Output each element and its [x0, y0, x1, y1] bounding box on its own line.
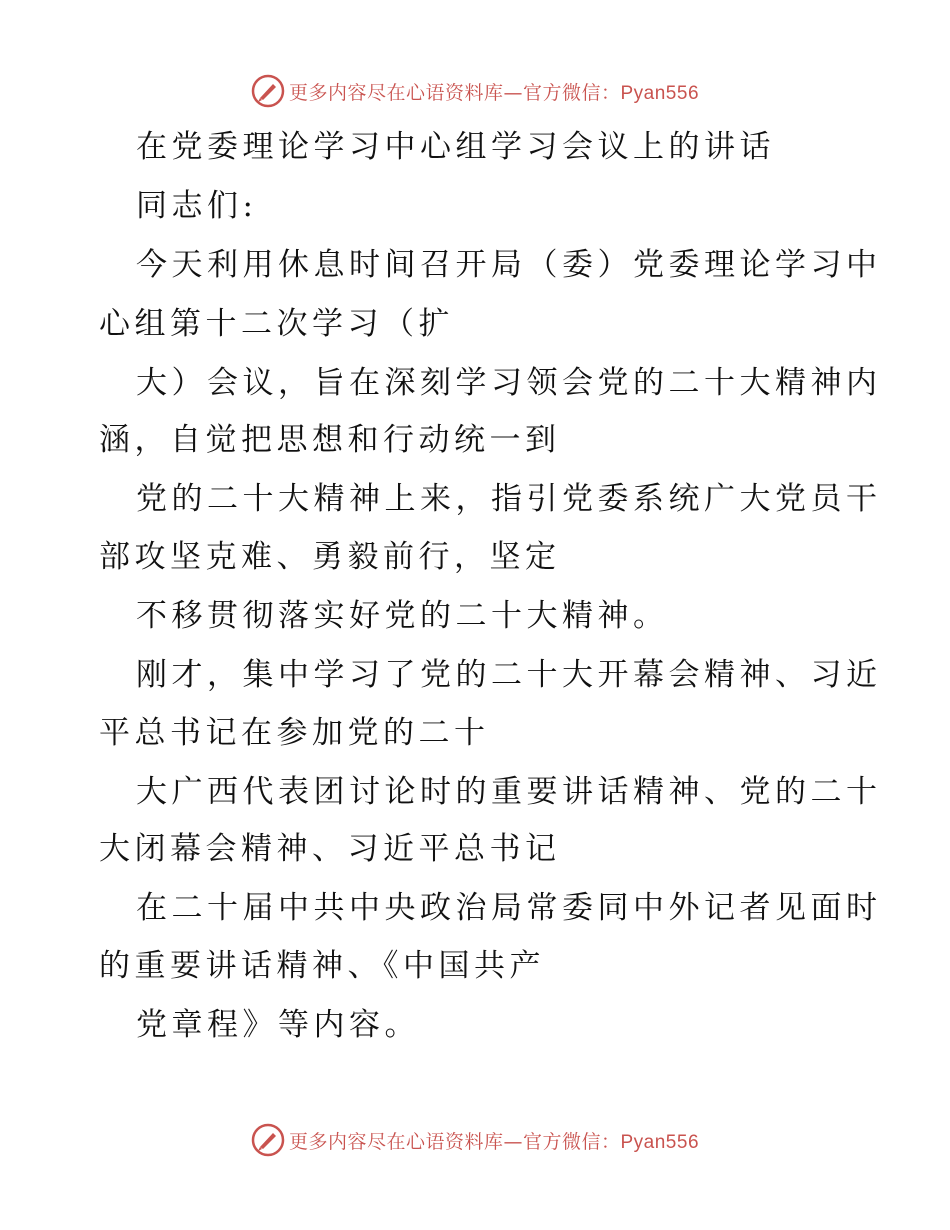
footer-watermark — [0, 1120, 950, 1160]
document-title: 在党委理论学习中心组学习会议上的讲话 — [136, 129, 775, 165]
body-line: 不移贯彻落实好党的二十大精神。 — [136, 598, 669, 634]
salutation: 同志们: — [136, 188, 258, 224]
body-line: 大广西代表团讨论时的重要讲话精神、党的二十 — [136, 774, 882, 810]
quill-logo-icon — [251, 1123, 285, 1157]
body-line: 党的二十大精神上来，指引党委系统广大党员干 — [136, 481, 882, 517]
body-line: 在二十届中共中央政治局常委同中外记者见面时 — [136, 890, 882, 926]
body-line: 党章程》等内容。 — [136, 1007, 420, 1043]
body-line: 的重要讲话精神、《中国共产 — [99, 948, 545, 984]
body-line: 大闭幕会精神、习近平总书记 — [99, 831, 561, 867]
watermark-text: 更多内容尽在心语资料库—官方微信： — [288, 1130, 621, 1153]
body-line: 心组第十二次学习（扩 — [99, 306, 454, 342]
body-line: 大）会议，旨在深刻学习领会党的二十大精神内 — [136, 365, 882, 401]
body-line: 刚才，集中学习了党的二十大开幕会精神、习近 — [136, 657, 882, 693]
body-line: 平总书记在参加党的二十 — [99, 715, 490, 751]
header-watermark — [0, 71, 950, 111]
quill-logo-icon — [251, 74, 285, 108]
watermark-text: 更多内容尽在心语资料库—官方微信： — [288, 81, 621, 104]
watermark-wechat-id: Pyan556 — [620, 82, 700, 104]
body-line: 涵，自觉把思想和行动统一到 — [99, 422, 561, 458]
body-line: 今天利用休息时间召开局（委）党委理论学习中 — [136, 247, 882, 283]
body-line: 部攻坚克难、勇毅前行，坚定 — [99, 539, 561, 575]
watermark-wechat-id: Pyan556 — [620, 1131, 700, 1153]
